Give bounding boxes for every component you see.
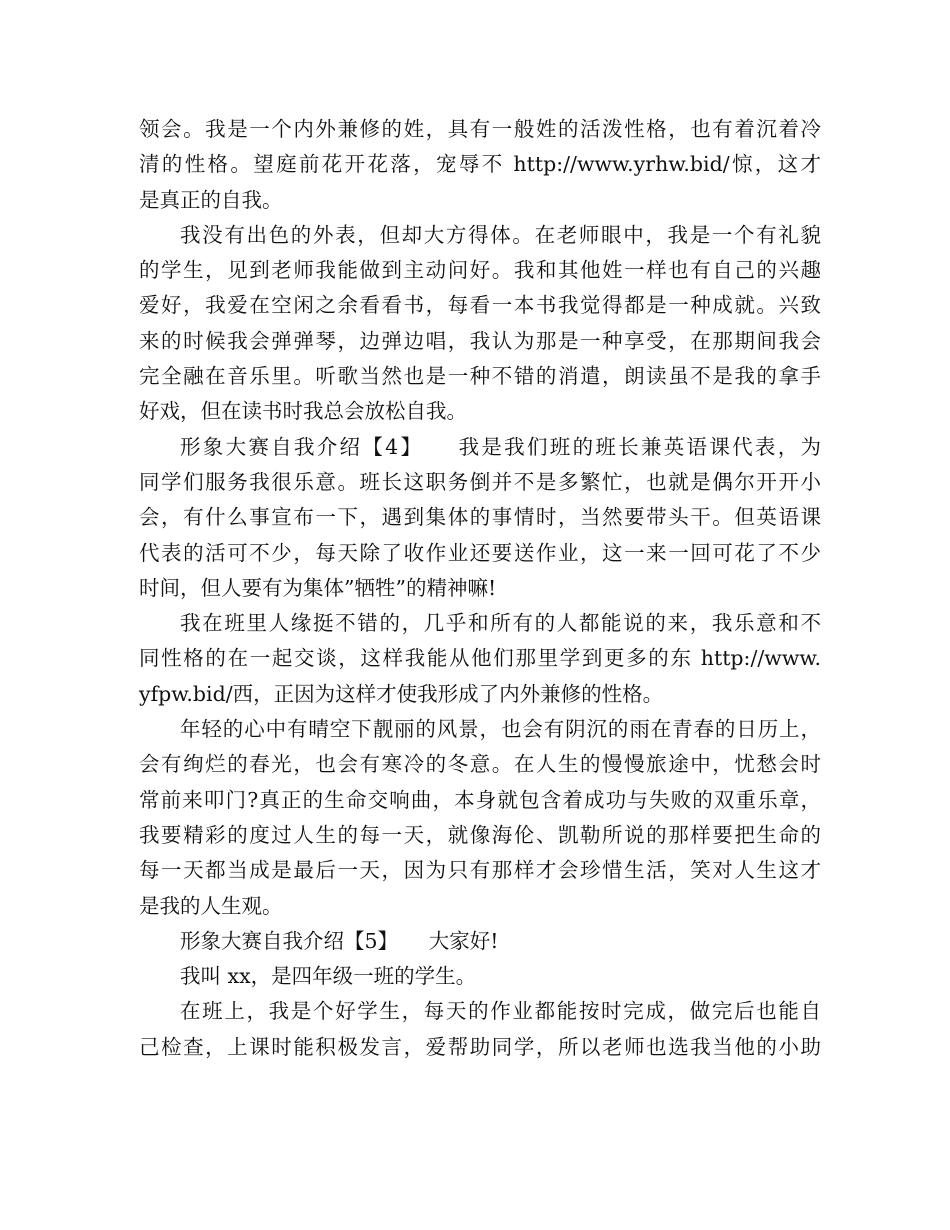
text-line: 会，有什么事宣布一下，遇到集体的事情时，当然要带头干。但英语课: [139, 505, 821, 530]
section-heading-line: 形象大赛自我介绍【4】 我是我们班的班长兼英语课代表，为: [180, 434, 821, 459]
text-line: 我没有出色的外表，但却大方得体。在老师眼中，我是一个有礼貌: [180, 222, 821, 247]
text-line: 己检查，上课时能积极发言，爱帮助同学，所以老师也选我当他的小助: [139, 1034, 821, 1059]
text-line: 我叫 xx，是四年级一班的学生。: [180, 964, 477, 989]
text-line: 代表的活可不少，每天除了收作业还要送作业，这一来一回可花了不少: [139, 540, 821, 565]
text-line: 常前来叩门?真正的生命交响曲，本身就包含着成功与失败的双重乐章，: [139, 787, 821, 812]
text-line: 完全融在音乐里。听歌当然也是一种不错的消遣，朗读虽不是我的拿手: [139, 364, 821, 389]
document-body: [139, 112, 821, 1065]
text-line: 每一天都当成是最后一天，因为只有那样才会珍惜生活，笑对人生这才: [139, 858, 821, 883]
text-line: 好戏，但在读书时我总会放松自我。: [139, 399, 467, 424]
text-line: 年轻的心中有晴空下靓丽的风景，也会有阴沉的雨在青春的日历上，: [180, 717, 821, 742]
text-line: 清的性格。望庭前花开花落，宠辱不 http://www.yrhw.bid/惊，这才: [139, 152, 821, 177]
text-line: 领会。我是一个内外兼修的姓，具有一般姓的活泼性格，也有着沉着冷: [139, 117, 821, 141]
text-line: 是真正的自我。: [139, 187, 283, 212]
text-line: 的学生，见到老师我能做到主动问好。我和其他姓一样也有自己的兴趣: [139, 258, 821, 283]
text-line: 是我的人生观。: [139, 893, 283, 918]
text-line: 来的时候我会弹弹琴，边弹边唱，我认为那是一种享受，在那期间我会: [139, 328, 821, 353]
text-line: 会有绚烂的春光，也会有寒冷的冬意。在人生的慢慢旅途中，忧愁会时: [139, 752, 821, 777]
text-line: 同学们服务我很乐意。班长这职务倒并不是多繁忙，也就是偶尔开开小: [139, 469, 821, 494]
text-line: yfpw.bid/西，正因为这样才使我形成了内外兼修的性格。: [139, 681, 664, 706]
text-line: 我在班里人缘挺不错的，几乎和所有的人都能说的来，我乐意和不: [180, 611, 821, 636]
text-line: 在班上，我是个好学生，每天的作业都能按时完成，做完后也能自: [180, 999, 821, 1024]
text-line: 爱好，我爱在空闲之余看看书，每看一本书我觉得都是一种成就。兴致: [139, 293, 821, 318]
text-line: 我要精彩的度过人生的每一天，就像海伦、凯勒所说的那样要把生命的: [139, 822, 821, 847]
text-line: 同性格的在一起交谈，这样我能从他们那里学到更多的东 http://www.: [139, 646, 821, 671]
text-line: 时间，但人要有为集体”牺牲”的精神嘛!: [139, 575, 497, 600]
section-heading-line: 形象大赛自我介绍【5】 大家好!: [180, 928, 499, 953]
